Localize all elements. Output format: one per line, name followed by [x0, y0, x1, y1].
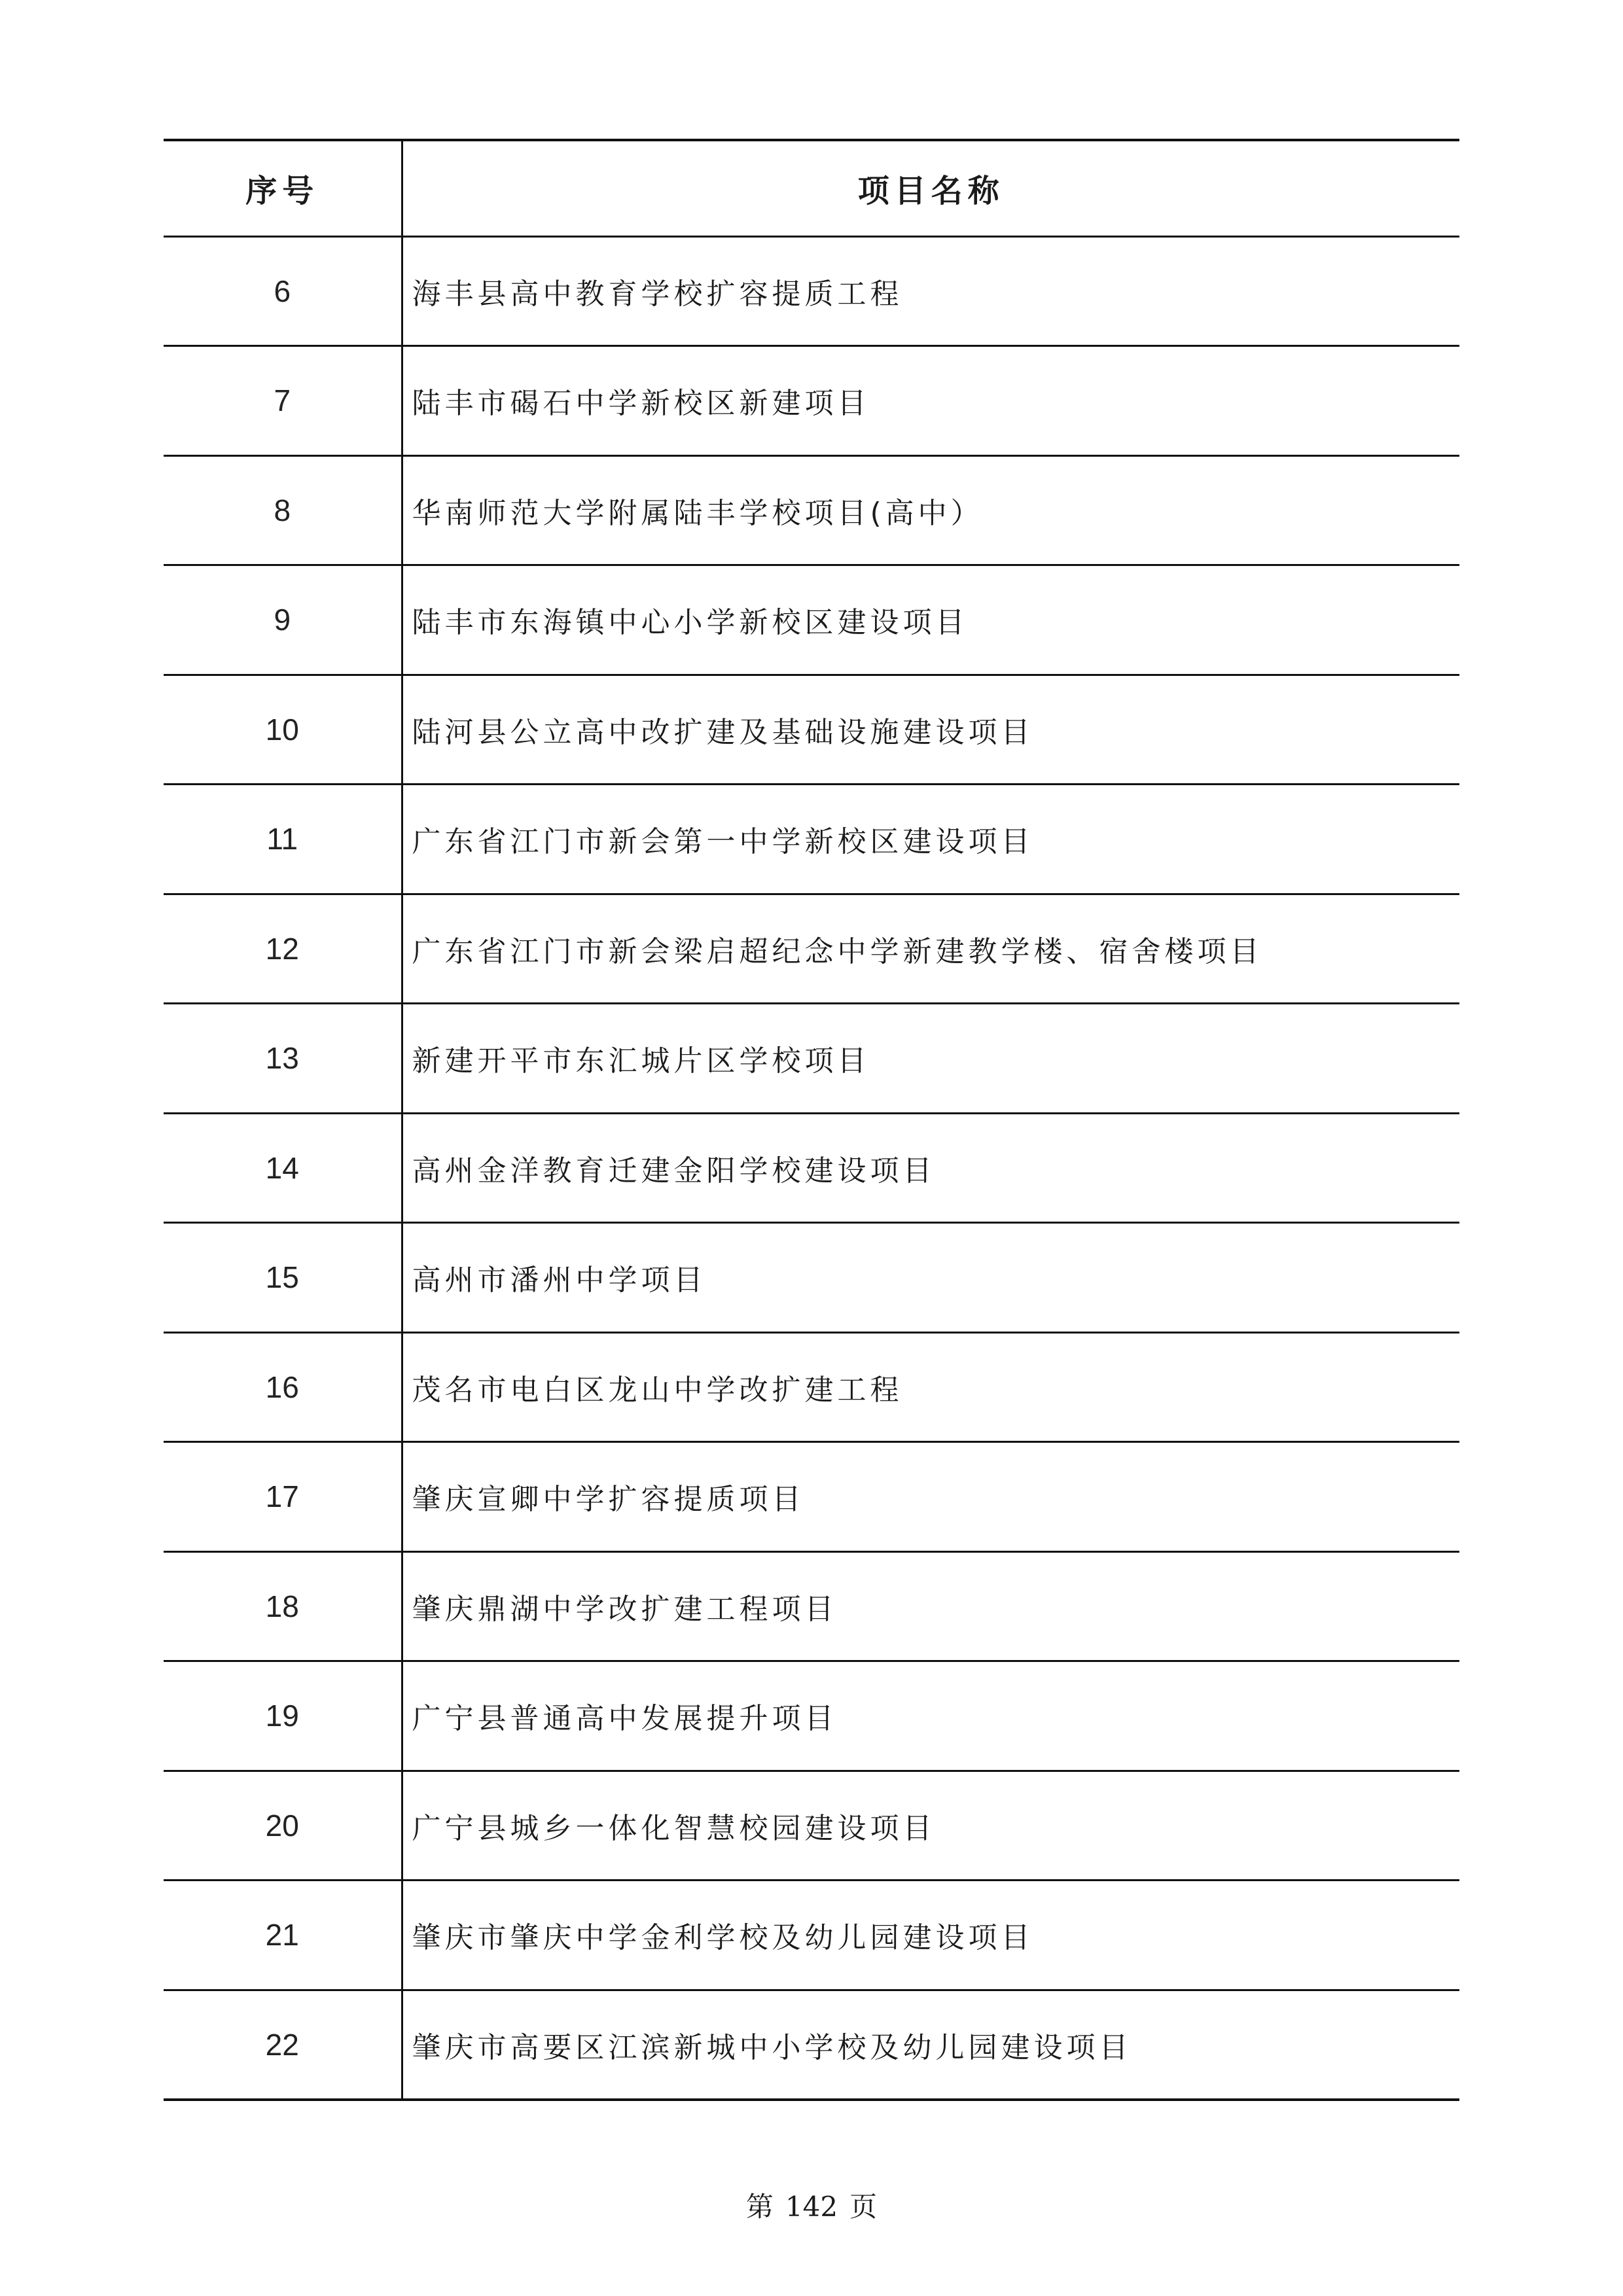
table-row [164, 455, 1459, 565]
row-project-name: 陆河县公立高中改扩建及基础设施建设项目 [402, 675, 1459, 785]
table-row [164, 1332, 1459, 1442]
row-project-name: 新建开平市东汇城片区学校项目 [402, 1004, 1459, 1114]
row-serial-number: 7 [164, 346, 402, 456]
table-row [164, 1881, 1459, 1990]
page-number: 142 [785, 2191, 838, 2223]
table-row [164, 1223, 1459, 1333]
project-table [164, 139, 1459, 2101]
row-project-name: 陆丰市碣石中学新校区新建项目 [402, 346, 1459, 456]
row-project-name: 海丰县高中教育学校扩容提质工程 [402, 236, 1459, 346]
row-serial-number: 12 [164, 894, 402, 1004]
table-row [164, 894, 1459, 1004]
row-project-name: 肇庆宣卿中学扩容提质项目 [402, 1442, 1459, 1552]
row-serial-number: 15 [164, 1223, 402, 1333]
header-serial-number: 序号 [164, 140, 402, 236]
row-project-name: 茂名市电白区龙山中学改扩建工程 [402, 1332, 1459, 1442]
table-row [164, 1661, 1459, 1771]
row-project-name: 广东省江门市新会第一中学新校区建设项目 [402, 785, 1459, 894]
row-project-name: 高州金洋教育迁建金阳学校建设项目 [402, 1113, 1459, 1223]
row-project-name: 华南师范大学附属陆丰学校项目(高中） [402, 455, 1459, 565]
row-serial-number: 17 [164, 1442, 402, 1552]
table-row [164, 1442, 1459, 1552]
row-project-name: 广宁县城乡一体化智慧校园建设项目 [402, 1771, 1459, 1881]
row-serial-number: 19 [164, 1661, 402, 1771]
row-project-name: 高州市潘州中学项目 [402, 1223, 1459, 1333]
row-serial-number: 21 [164, 1881, 402, 1990]
row-serial-number: 13 [164, 1004, 402, 1114]
table-row [164, 346, 1459, 456]
table-body [164, 236, 1459, 2100]
footer-prefix: 第 [745, 2191, 774, 2223]
table-row [164, 1551, 1459, 1661]
row-serial-number: 16 [164, 1332, 402, 1442]
table-row [164, 565, 1459, 675]
table-row [164, 236, 1459, 346]
project-table-container [164, 139, 1459, 2101]
row-project-name: 肇庆鼎湖中学改扩建工程项目 [402, 1551, 1459, 1661]
row-project-name: 广宁县普通高中发展提升项目 [402, 1661, 1459, 1771]
row-serial-number: 11 [164, 785, 402, 894]
row-project-name: 肇庆市肇庆中学金利学校及幼儿园建设项目 [402, 1881, 1459, 1990]
row-project-name: 陆丰市东海镇中心小学新校区建设项目 [402, 565, 1459, 675]
table-row [164, 1990, 1459, 2100]
row-serial-number: 6 [164, 236, 402, 346]
row-serial-number: 20 [164, 1771, 402, 1881]
table-row [164, 785, 1459, 894]
header-project-name: 项目名称 [402, 140, 1459, 236]
footer-suffix: 页 [849, 2191, 878, 2223]
row-serial-number: 8 [164, 455, 402, 565]
table-row [164, 1771, 1459, 1881]
row-project-name: 肇庆市高要区江滨新城中小学校及幼儿园建设项目 [402, 1990, 1459, 2100]
row-serial-number: 22 [164, 1990, 402, 2100]
table-header-row [164, 140, 1459, 236]
row-serial-number: 9 [164, 565, 402, 675]
row-project-name: 广东省江门市新会梁启超纪念中学新建教学楼、宿舍楼项目 [402, 894, 1459, 1004]
table-row [164, 1113, 1459, 1223]
table-row [164, 1004, 1459, 1114]
row-serial-number: 14 [164, 1113, 402, 1223]
page-footer [0, 2185, 1623, 2225]
table-row [164, 675, 1459, 785]
row-serial-number: 10 [164, 675, 402, 785]
row-serial-number: 18 [164, 1551, 402, 1661]
